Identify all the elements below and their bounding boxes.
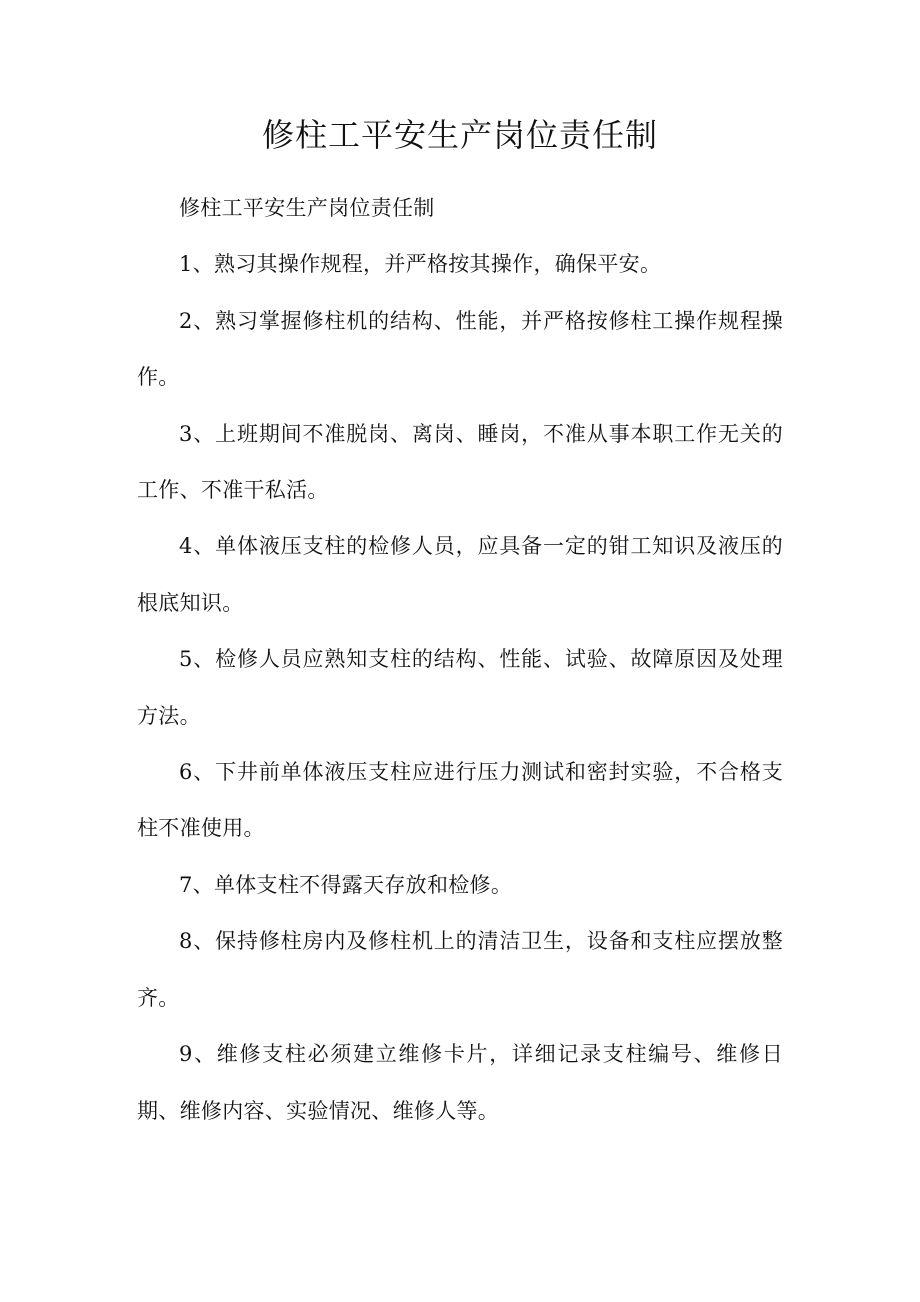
rule-item-9: 9、维修支柱必须建立维修卡片，详细记录支柱编号、维修日期、维修内容、实验情况、维修人等。 <box>137 1042 783 1123</box>
page-title: 修柱工平安生产岗位责任制 <box>261 116 658 154</box>
rule-item-7: 7、单体支柱不得露天存放和检修。 <box>179 872 513 897</box>
rule-item-1: 1、熟习其操作规程，并严格按其操作，确保平安。 <box>179 252 662 277</box>
rule-item-3: 3、上班期间不准脱岗、离岗、睡岗，不准从事本职工作无关的工作、不准干私活。 <box>137 421 783 503</box>
rule-item-4: 4、单体液压支柱的检修人员，应具备一定的钳工知识及液压的根底知识。 <box>137 534 783 615</box>
rule-item-5: 5、检修人员应熟知支柱的结构、性能、试验、故障原因及处理方法。 <box>137 647 783 728</box>
rule-item-8: 8、保持修柱房内及修柱机上的清洁卫生，设备和支柱应摆放整齐。 <box>137 929 783 1010</box>
document-subtitle: 修柱工平安生产岗位责任制 <box>179 196 435 220</box>
document-body <box>137 180 783 1139</box>
rule-item-6: 6、下井前单体液压支柱应进行压力测试和密封实验，不合格支柱不准使用。 <box>137 760 783 841</box>
rule-item-2: 2、熟习掌握修柱机的结构、性能，并严格按修柱工操作规程操作。 <box>137 308 783 390</box>
